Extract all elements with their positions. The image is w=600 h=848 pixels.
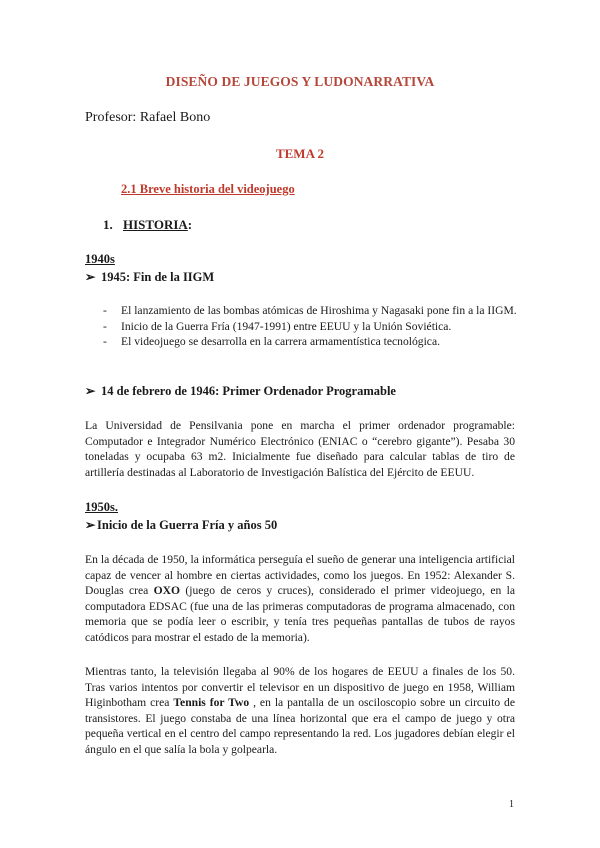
paragraph-eniac: La Universidad de Pensilvania pone en marcha el primer ordenador programable: Computador e Integrador Numérico Electrónico (ENIAC o “cerebro gigante”). Pesaba 30 toneladas y ocupaba 63 m2. Inicialmente fue diseñado para calcular tablas de tiro de artillería destinadas al Laboratorio de Investigación Balística del Ejército de EEUU. <box>85 419 515 479</box>
arrow-bullet-icon: ➢ <box>85 518 96 532</box>
paragraph-oxo <box>85 552 515 645</box>
page-number: 1 <box>509 799 514 810</box>
list-item-text: Inicio de la Guerra Fría (1947-1991) entre EEUU y la Unión Soviética. <box>121 319 452 333</box>
list-item <box>103 319 518 335</box>
bullet-list-1945 <box>103 303 518 350</box>
oxo-bold: OXO <box>153 584 181 597</box>
era-label-1940s: 1940s <box>85 252 115 266</box>
dash-bullet-icon: - <box>103 319 107 333</box>
subheading-1946 <box>85 383 396 399</box>
dash-bullet-icon: - <box>103 304 107 317</box>
arrow-bullet-icon: ➢ <box>85 270 96 284</box>
subtopic-heading: 2.1 Breve historia del videojuego <box>121 182 295 196</box>
subheading-1945-text: 1945: Fin de la IIGM <box>101 270 215 284</box>
arrow-bullet-icon: ➢ <box>85 384 96 398</box>
list-item-text: El lanzamiento de las bombas atómicas de Hiroshima y Nagasaki pone fin a la IIGM. <box>121 304 517 317</box>
subheading-guerra-fria-text: Inicio de la Guerra Fría y años 50 <box>97 518 278 532</box>
section-number: 1. <box>103 217 113 232</box>
topic-heading: TEMA 2 <box>275 146 325 161</box>
dash-bullet-icon: - <box>103 335 107 348</box>
list-item-text: El videojuego se desarrolla en la carrera armamentística tecnológica. <box>121 335 440 348</box>
paragraph-tennis-text-b: , en la pantalla de un osciloscopio sobre un circuito de transistores. El juego constaba de una línea horizontal que era el campo de juego y otra pequeña vertical en el centro del campo representando la red. Los jugadores debían elegir el ángulo en el que salía la bola y golpearla. <box>85 696 515 756</box>
list-item <box>103 334 518 350</box>
subheading-1945 <box>85 269 214 285</box>
paragraph-tennis <box>85 664 515 757</box>
section-title: HISTORIA <box>123 217 188 232</box>
paragraph-oxo-text-a: En la década de 1950, la informática perseguía el sueño de generar una inteligencia artificial capaz de vencer al hombre en ciertas actividades, como los juegos. En 1952: Alexander S. Douglas crea <box>85 553 515 597</box>
section-suffix: : <box>187 217 193 232</box>
paragraph-oxo-text-b: (juego de ceros y cruces), considerado el primer videojuego, en la computadora EDSAC (fue una de las primeras computadoras de programa almacenado, con memoria que se podía leer o escribir, y tenía tres pequeñas pantallas de tubos de rayos catódicos para mostrar el estado de la memoria). <box>85 584 515 644</box>
professor-line: Profesor: Rafael Bono <box>85 110 211 125</box>
paragraph-tennis-text-a: Mientras tanto, la televisión llegaba al 90% de los hogares de EEUU a finales de los 50. Tras varios intentos por convertir el televisor en un dispositivo de juego en 1958, William Higinbotham crea <box>85 665 515 709</box>
section-heading <box>103 217 192 233</box>
document-title: DISEÑO DE JUEGOS Y LUDONARRATIVA <box>165 74 435 89</box>
era-label-1950s: 1950s. <box>85 500 118 514</box>
list-item <box>103 303 518 319</box>
subheading-1946-text: 14 de febrero de 1946: Primer Ordenador Programable <box>101 384 396 398</box>
subheading-guerra-fria <box>85 517 277 533</box>
tennis-for-two-bold: Tennis for Two <box>173 696 250 709</box>
